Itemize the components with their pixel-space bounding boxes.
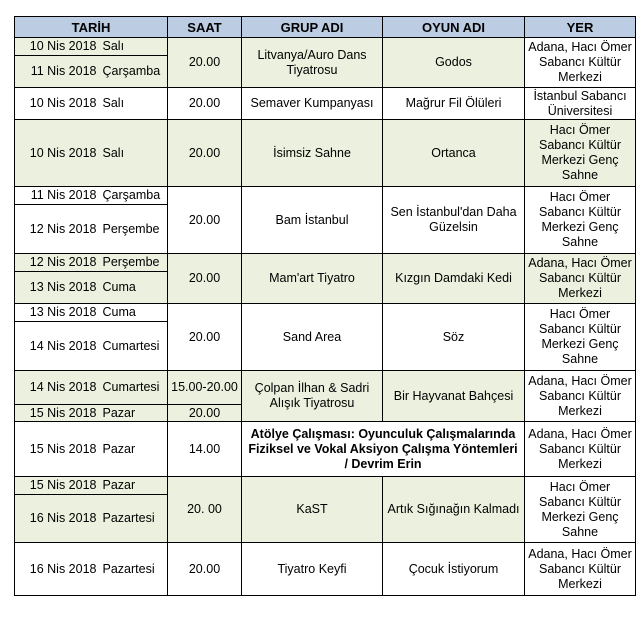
day-cell: Salı (100, 88, 168, 120)
table-row (15, 187, 636, 205)
oyun-cell: Söz (383, 304, 525, 371)
day-cell: Salı (100, 120, 168, 187)
grup-cell: Çolpan İlhan & Sadri Alışık Tiyatrosu (242, 371, 383, 422)
oyun-cell: Artık Sığınağın Kalmadı (383, 477, 525, 543)
date-cell: 15 Nis 2018 (15, 422, 100, 477)
saat-cell: 20.00 (168, 38, 242, 88)
saat-cell: 20.00 (168, 254, 242, 304)
yer-cell: Adana, Hacı Ömer Sabancı Kültür Merkezi (525, 543, 636, 596)
saat-cell: 14.00 (168, 422, 242, 477)
date-cell: 13 Nis 2018 (15, 304, 100, 322)
date-cell: 16 Nis 2018 (15, 543, 100, 596)
date-cell: 15 Nis 2018 (15, 477, 100, 495)
header-tarih: TARİH (15, 17, 168, 38)
oyun-cell: Godos (383, 38, 525, 88)
header-yer: YER (525, 17, 636, 38)
date-cell: 10 Nis 2018 (15, 120, 100, 187)
day-cell: Salı (100, 38, 168, 56)
oyun-cell: Mağrur Fil Ölüleri (383, 88, 525, 120)
date-cell: 12 Nis 2018 (15, 205, 100, 254)
oyun-cell: Ortanca (383, 120, 525, 187)
table-row (15, 543, 636, 596)
day-cell: Çarşamba (100, 56, 168, 88)
table-row (15, 88, 636, 120)
header-row (15, 17, 636, 38)
yer-cell: Hacı Ömer Sabancı Kültür Merkezi Genç Sahne (525, 477, 636, 543)
day-cell: Pazartesi (100, 543, 168, 596)
saat-cell: 20. 00 (168, 477, 242, 543)
date-cell: 11 Nis 2018 (15, 56, 100, 88)
header-oyun: OYUN ADI (383, 17, 525, 38)
oyun-cell: Çocuk İstiyorum (383, 543, 525, 596)
yer-cell: Adana, Hacı Ömer Sabancı Kültür Merkezi (525, 422, 636, 477)
yer-cell: Adana, Hacı Ömer Sabancı Kültür Merkezi (525, 254, 636, 304)
table-row (15, 254, 636, 272)
grup-cell: Mam'art Tiyatro (242, 254, 383, 304)
day-cell: Cuma (100, 272, 168, 304)
table-row (15, 120, 636, 187)
day-cell: Cumartesi (100, 371, 168, 405)
date-cell: 10 Nis 2018 (15, 38, 100, 56)
day-cell: Cuma (100, 304, 168, 322)
saat-cell: 20.00 (168, 187, 242, 254)
grup-cell: Semaver Kumpanyası (242, 88, 383, 120)
grup-cell: Atölye Çalışması: Oyunculuk Çalışmalarında Fiziksel ve Vokal Aksiyon Çalışma Yöntemleri / Devrim Erin (242, 422, 525, 477)
date-cell: 13 Nis 2018 (15, 272, 100, 304)
table-row (15, 371, 636, 405)
grup-cell: Sand Area (242, 304, 383, 371)
day-cell: Pazartesi (100, 495, 168, 543)
schedule-table (14, 16, 636, 596)
day-cell: Pazar (100, 405, 168, 422)
table-row (15, 304, 636, 322)
saat-cell: 20.00 (168, 120, 242, 187)
saat-cell: 15.00-20.00 (168, 371, 242, 405)
date-cell: 14 Nis 2018 (15, 371, 100, 405)
yer-cell: Adana, Hacı Ömer Sabancı Kültür Merkezi (525, 38, 636, 88)
grup-cell: Bam İstanbul (242, 187, 383, 254)
oyun-cell: Bir Hayvanat Bahçesi (383, 371, 525, 422)
day-cell: Perşembe (100, 205, 168, 254)
date-cell: 11 Nis 2018 (15, 187, 100, 205)
grup-cell: KaST (242, 477, 383, 543)
yer-cell: Hacı Ömer Sabancı Kültür Merkezi Genç Sahne (525, 187, 636, 254)
saat-cell: 20.00 (168, 405, 242, 422)
yer-cell: İstanbul Sabancı Üniversitesi (525, 88, 636, 120)
date-cell: 10 Nis 2018 (15, 88, 100, 120)
grup-cell: İsimsiz Sahne (242, 120, 383, 187)
oyun-cell: Sen İstanbul'dan Daha Güzelsin (383, 187, 525, 254)
saat-cell: 20.00 (168, 88, 242, 120)
yer-cell: Hacı Ömer Sabancı Kültür Merkezi Genç Sahne (525, 120, 636, 187)
table-row (15, 38, 636, 56)
date-cell: 14 Nis 2018 (15, 322, 100, 371)
saat-cell: 20.00 (168, 543, 242, 596)
oyun-cell: Kızgın Damdaki Kedi (383, 254, 525, 304)
table-row (15, 477, 636, 495)
yer-cell: Adana, Hacı Ömer Sabancı Kültür Merkezi (525, 371, 636, 422)
date-cell: 12 Nis 2018 (15, 254, 100, 272)
day-cell: Çarşamba (100, 187, 168, 205)
date-cell: 16 Nis 2018 (15, 495, 100, 543)
yer-cell: Hacı Ömer Sabancı Kültür Merkezi Genç Sahne (525, 304, 636, 371)
day-cell: Perşembe (100, 254, 168, 272)
table-row (15, 422, 636, 477)
header-saat: SAAT (168, 17, 242, 38)
grup-cell: Litvanya/Auro Dans Tiyatrosu (242, 38, 383, 88)
saat-cell: 20.00 (168, 304, 242, 371)
grup-cell: Tiyatro Keyfi (242, 543, 383, 596)
header-grup: GRUP ADI (242, 17, 383, 38)
date-cell: 15 Nis 2018 (15, 405, 100, 422)
day-cell: Pazar (100, 477, 168, 495)
day-cell: Cumartesi (100, 322, 168, 371)
day-cell: Pazar (100, 422, 168, 477)
